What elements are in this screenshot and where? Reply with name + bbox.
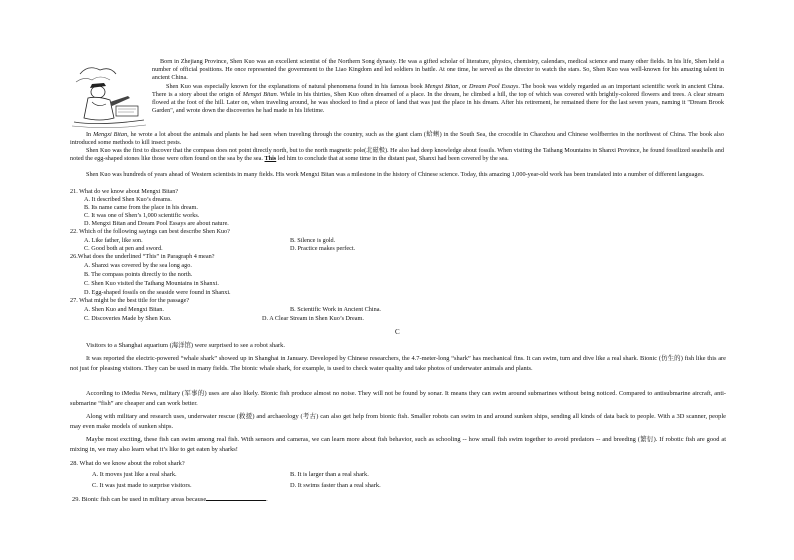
passage-c-paragraph-2 [70, 354, 726, 374]
question-22: 22. Which of the following sayings can best describe Shen Kuo? [70, 228, 230, 235]
paragraph-text: , he wrote a lot about the animals and plants he had seen when traveling through the country, such as the giant clam (蛤蜊) in the South Sea, the crocodile in Chaozhou and Chinese wolfberries in the northwest of China. The book also introduced some methods to kill insect pests. [70, 131, 724, 146]
question-29: 29. Bionic fish can be used in military areas because . [72, 496, 268, 503]
option-22a: A. Like father, like son. [84, 237, 143, 244]
passage-a-paragraph-4 [70, 147, 724, 163]
book-title: Mengxi Bitan [424, 83, 459, 90]
question-29-text: 29. Bionic fish can be used in military areas because [72, 496, 207, 503]
option-26b: B. The compass points directly to the north. [84, 271, 193, 278]
paragraph-text: Born in Zhejiang Province, Shen Kuo was an excellent scientist of the Northern Song dynasty. He was a gifted scholar of literature, physics, chemistry, calendars, medical science and many other fields. In his life, Shen held a number of official positions. He once represented the government to the Liao Kingdom and led soldiers in battle. At one time, he served as the director to watch the stars. So, Shen Kuo was well-known for his amazing talent in ancient China. [152, 58, 724, 81]
paragraph-text: . The book was widely regarded as an important scientific work in ancient China. There is a story about the origin of [152, 83, 725, 98]
passage-a-paragraph-2-intro [152, 83, 724, 115]
book-title: Dream Pool Essays [469, 83, 519, 90]
paragraph-text: Visitors to a Shanghai aquarium (海洋馆) were surprised to see a robot shark. [86, 342, 285, 349]
option-21d: D. Mengxi Bitan and Dream Pool Essays are about nature. [84, 220, 229, 227]
paragraph-text: led him to conclude that at some time in the distant past, Shanxi had been covered by the sea. [276, 155, 509, 162]
paragraph-text: It was reported the electric-powered “whale shark” showed up in Shanghai in January. Developed by Chinese researchers, the 4.7-meter-long “shark” has mechanical fins. It can swim, turn and dive like a real shark. Bionic (仿生的) fish like this are not just for pleasing visitors. They can be used in many fields. The bionic whale shark, for example, is used to check water quality and take photos of underwater animals and plants. [70, 355, 726, 372]
book-title: Mengxi Bitan [242, 91, 277, 98]
option-27a: A. Shen Kuo and Mengxi Bitan. [84, 306, 164, 313]
book-title: Mengxi Bitan [93, 131, 128, 138]
option-21c: C. It was one of Shen’s 1,000 scientific works. [84, 212, 200, 219]
option-26a: A. Shanxi was covered by the sea long ago. [84, 262, 192, 269]
option-27c: C. Discoveries Made by Shen Kuo. [84, 315, 172, 322]
underlined-this: This [264, 155, 277, 162]
option-26c: C. Shen Kuo visited the Taihang Mountains in Shanxi. [84, 280, 219, 287]
question-26: 26.What does the underlined “This” in Paragraph 4 mean? [70, 253, 215, 260]
paragraph-text: According to iMedia News, military (军事的) uses are also likely. Bionic fish produce almost no noise. They will not be found by sonar. It means they can swim around submarines without being noticed. Compared to antisubmarine aircraft, anti-submarine “fish” are cheaper and can work better. [70, 390, 726, 407]
answer-blank[interactable] [206, 494, 266, 501]
paragraph-text: Shen Kuo was especially known for the explanations of natural phenomena found in his famous book [166, 83, 425, 90]
option-26d: D. Egg-shaped fossils on the seaside were found in Shanxi. [84, 289, 231, 296]
passage-a-paragraph-3 [70, 131, 724, 147]
scholar-illustration [70, 62, 148, 130]
option-27d: D. A Clear Stream in Shen Kuo’s Dream. [262, 315, 364, 322]
passage-c-paragraph-1 [86, 342, 726, 350]
option-21a: A. It described Shen Kuo’s dreams. [84, 196, 172, 203]
option-27b: B. Scientific Work in Ancient China. [290, 306, 381, 313]
paragraph-text: Maybe most exciting, these fish can swim among real fish. With sensors and cameras, we can learn more about fish behavior, such as schooling -- how small fish swim together to avoid predators -- and breeding (繁衍). If robotic fish are good at mixing in, we may also learn what it’s like to get eaten by sharks! [70, 436, 726, 453]
passage-a-paragraph-1 [152, 58, 724, 82]
option-22c: C. Good both at pen and sword. [84, 245, 163, 252]
paragraph-text: Along with military and research uses, underwater rescue (救援) and archaeology (考古) can also get help from bionic fish. Smaller robots can swim in and around sunken ships, sending all kinds of data back to people. With a 3D scanner, people may even make models of sunken ships. [70, 413, 726, 430]
passage-a-paragraph-5 [70, 171, 724, 179]
passage-c-paragraph-4 [70, 412, 726, 432]
option-21b: B. Its name came from the place in his dream. [84, 204, 198, 211]
option-28c: C. It was just made to surprise visitors. [92, 482, 192, 489]
section-letter-c: C [395, 328, 400, 336]
option-28d: D. It swims faster than a real shark. [290, 482, 381, 489]
question-27: 27. What might be the best title for the passage? [70, 297, 190, 304]
question-28: 28. What do we know about the robot shark? [70, 460, 185, 467]
option-28a: A. It moves just like a real shark. [92, 471, 177, 478]
question-21: 21. What do we know about Mengxi Bitan? [70, 188, 179, 195]
option-22d: D. Practice makes perfect. [290, 245, 356, 252]
passage-c-paragraph-5 [70, 435, 726, 455]
option-22b: B. Silence is gold. [290, 237, 336, 244]
paragraph-text: . While in his thirties, Shen Kuo often dreamed of a place. In the dream, he climbed a hill, the top of which was covered with brightly-colored flowers and trees. A clear stream flowed at the foot of the hill. Later on, when traveling around, he was shocked to find a piece of land that was just the place in his dream. After his retirement, he remained there for the last seven years, naming it "Dream Brook Garden", and wrote down the discoveries he had made in his lifetime. [152, 91, 724, 114]
paragraph-text: Shen Kuo was hundreds of years ahead of Western scientists in many fields. His work Mengxi Bitan was a milestone in the history of Chinese science. Today, this amazing 1,000-year-old work has been translated into a number of different languages. [86, 171, 705, 178]
paragraph-text: In [86, 131, 94, 138]
paragraph-text: , or [458, 83, 470, 90]
option-28b: B. It is larger than a real shark. [290, 471, 369, 478]
passage-c-paragraph-3 [70, 389, 726, 409]
paragraph-text: Shen Kuo was the first to discover that the compass does not point directly north, but to the north magnetic pole(北磁极). He also had deep knowledge about fossils. When visiting the Taihang Mountains in Shanxi Province, he found fossilized seashells and noted the egg-shaped stones like those were often found on the sea by the sea. [70, 147, 724, 162]
